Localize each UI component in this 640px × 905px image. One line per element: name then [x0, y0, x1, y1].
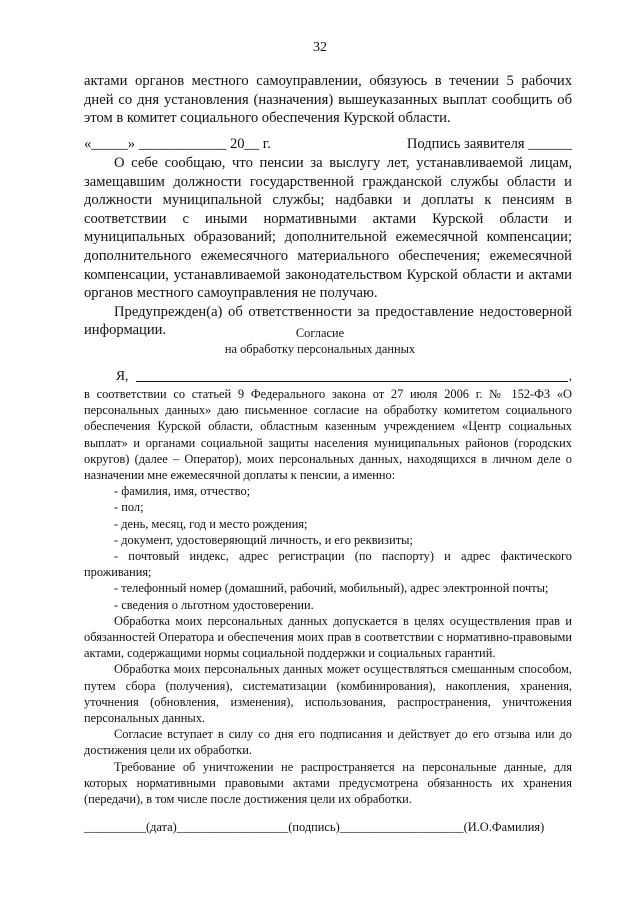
ya-label: Я, — [116, 368, 129, 383]
signature-line: __________(дата)__________________(подпись)____________________(И.О.Фамилия) — [84, 820, 545, 834]
list-item: - фамилия, имя, отчество; — [114, 484, 251, 499]
consent-title — [0, 325, 640, 357]
list-item: - почтовый индекс, адрес регистрации (по паспорту) и адрес фактического проживания; — [84, 549, 572, 580]
name-field-row — [84, 368, 572, 386]
paragraph-declaration: О себе сообщаю, что пенсии за выслугу лет, устанавливаемой лицам, замещавшим должности государственной гражданской службы области и должности муниципальной службы; надбавки и доплаты к пенсиям в соответствии с иными нормативными актами Курской области и муниципальных образований; дополнительной ежемесячной компенсации; дополнительного ежемесячного материального обеспечения; ежемесячной компенсации, устанавливаемой законодательством Курской области и актами органов местного самоуправления не получаю. — [84, 155, 572, 302]
applicant-signature: Подпись заявителя ______ — [406, 136, 572, 152]
paragraph-methods: Обработка моих персональных данных может осуществляться смешанным способом, путем сбора (получения), систематизации (комбинирования), накопления, хранения, уточнения (обновления, изменения), использования, распространения, уничтожения персональных данных. — [84, 662, 572, 726]
consent-section — [84, 368, 572, 807]
ya-comma: , — [568, 369, 572, 383]
page-number: 32 — [313, 40, 327, 55]
paragraph-validity: Согласие вступает в силу со дня его подписания и действует до его отзыва или до достижения цели их обработки. — [84, 727, 572, 758]
list-item: - телефонный номер (домашний, рабочий, мобильный), адрес электронной почты; — [114, 581, 549, 596]
list-item: - пол; — [114, 500, 144, 515]
consent-title-line-2: на обработку персональных данных — [224, 342, 416, 356]
list-item: - день, месяц, год и место рождения; — [114, 516, 308, 531]
declaration-section — [84, 154, 572, 340]
paragraph-destruction: Требование об уничтожении не распространяется на персональные данные, для которых нормативными правовыми актами предусмотрена обязанность их хранения (передачи), в том числе после достижения цели их обработки. — [84, 759, 572, 807]
paragraph-processing: Обработка моих персональных данных допускается в целях осуществления прав и обязанностей Оператора и обеспечения моих прав в соответствии с нормативно-правовыми актами, содержащими нормы социальной поддержки и социальных гарантий. — [84, 613, 572, 661]
consent-title-line-1: Согласие — [295, 326, 345, 340]
consent-intro: в соответствии со статьей 9 Федерального закона от 27 июля 2006 г. № 152-ФЗ «О персональных данных» даю письменное согласие на обработку комитетом социального обеспечения Курской области, областным казенным учреждением «Центр социальных выплат» и органами социальной защиты населения муниципальных районов (городских округов) (далее – Оператор), моих персональных данных, находящихся в личном деле о назначении мне ежемесячной доплаты к пенсии, а именно: — [84, 387, 572, 483]
list-item: - сведения о льготном удостоверении. — [114, 597, 314, 612]
date-line: «_____» ____________ 20__ г. — [84, 136, 271, 152]
top-section — [84, 72, 572, 128]
list-item: - документ, удостоверяющий личность, и его реквизиты; — [114, 532, 413, 547]
name-field-line — [136, 381, 568, 382]
paragraph-warning: Предупрежден(а) об ответственности за предоставление недостоверной информации. — [84, 303, 572, 339]
paragraph-notify: актами органов местного самоуправлении, обязуюсь в течении 5 рабочих дней со дня установления (назначения) вышеуказанных выплат сообщить об этом в комитет социального обеспечения Курской области. — [84, 73, 572, 127]
date-signature-row — [84, 135, 572, 154]
